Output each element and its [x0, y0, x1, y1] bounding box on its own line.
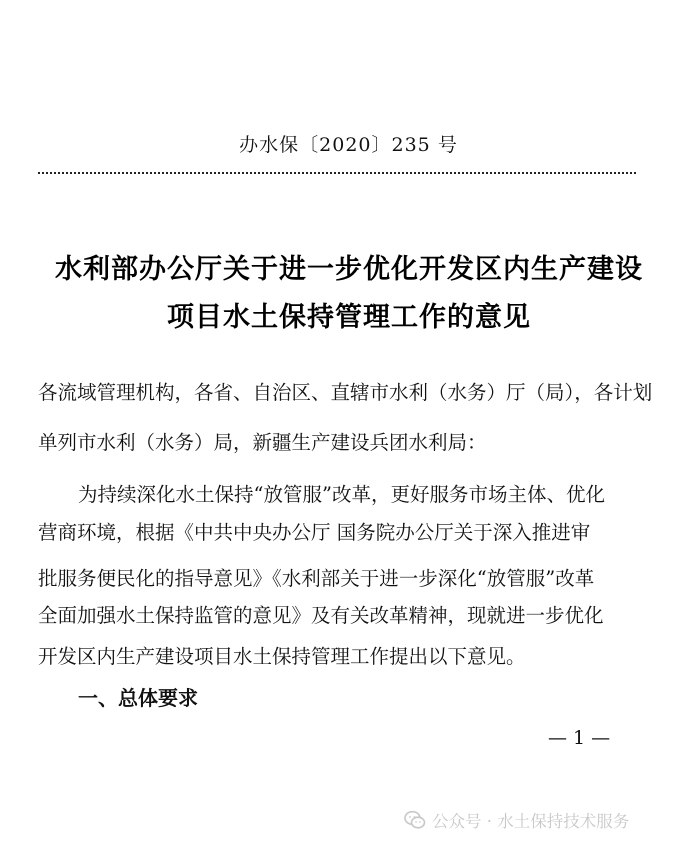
wechat-icon	[404, 810, 426, 830]
body-line: 单列市水利（水务）局，新疆生产建设兵团水利局：	[38, 431, 487, 454]
page-number: — 1 —	[548, 727, 611, 749]
body-line: 批服务便民化的指导意见》《水利部关于进一步深化“放管服”改革	[38, 567, 595, 590]
body-line: 为持续深化水土保持“放管服”改革，更好服务市场主体、优化	[78, 483, 605, 506]
section-heading: 一、总体要求	[78, 686, 198, 710]
document-number: 办水保〔2020〕235 号	[239, 134, 458, 156]
body-line: 开发区内生产建设项目水土保持管理工作提出以下意见。	[38, 645, 526, 668]
body-line: 全面加强水土保持监管的意见》及有关改革精神，现就进一步优化	[38, 604, 604, 627]
body-line: 各流域管理机构，各省、自治区、直辖市水利（水务）厅（局），各计划	[38, 381, 653, 404]
document-title-line-2: 项目水土保持管理工作的意见	[167, 302, 531, 333]
header-divider	[38, 172, 636, 174]
watermark-text: 公众号 · 水土保持技术服务	[432, 812, 630, 831]
body-line: 营商环境，根据《中共中央办公厅 国务院办公厅关于深入推进审	[38, 521, 591, 544]
document-title-line-1: 水利部办公厅关于进一步优化开发区内生产建设	[55, 254, 643, 285]
watermark	[404, 808, 629, 832]
